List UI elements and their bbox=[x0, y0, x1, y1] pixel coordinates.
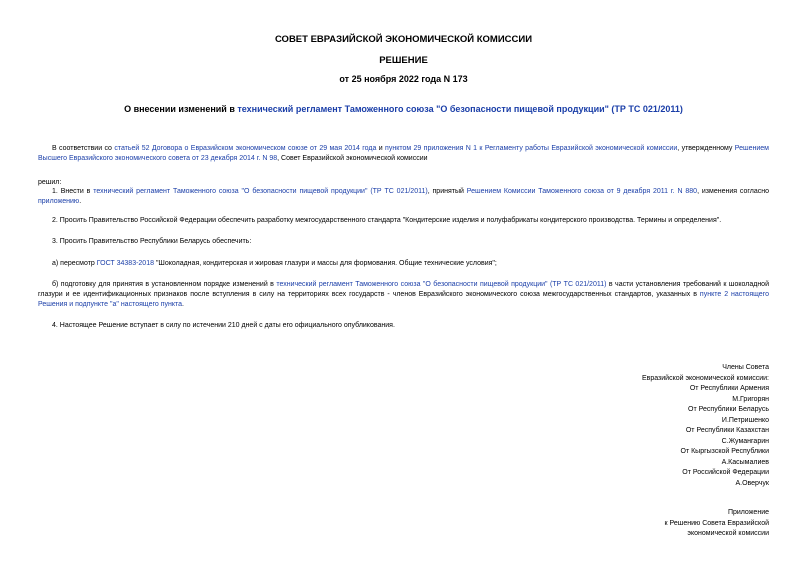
subparagraph-b bbox=[38, 280, 769, 310]
p1-text-1: 1. Внести в bbox=[52, 188, 94, 195]
appendix-line: Приложение bbox=[727, 509, 769, 516]
signature-line: От Республики Казахстан bbox=[685, 427, 769, 434]
signature-block bbox=[549, 363, 769, 489]
subparagraph-a bbox=[38, 259, 769, 269]
date-number: от 25 ноября 2022 года N 173 bbox=[339, 74, 468, 84]
title-regulation-link[interactable]: технический регламент Таможенного союза "О безопасности пищевой продукции" (ТР ТС 021/2011) bbox=[237, 104, 683, 114]
paragraph-2: 2. Просить Правительство Российской Федерации обеспечить разработку межгосударственного стандарта "Кондитерские изделия и полуфабрикаты кондитерского производства. Термины и определения". bbox=[52, 217, 722, 224]
p1-text-4: . bbox=[79, 198, 82, 205]
intro-text-2: и bbox=[376, 145, 386, 152]
p1-appendix-link[interactable]: приложению bbox=[38, 198, 80, 205]
pa-text-1: а) пересмотр bbox=[52, 260, 97, 267]
appendix-line: экономической комиссии bbox=[687, 530, 769, 537]
supreme-council-decision-link[interactable]: Решением Высшего Евразийского экономического совета от 23 декабря 2014 г. N 98 bbox=[38, 145, 769, 162]
intro-paragraph bbox=[38, 144, 769, 164]
decided-label: решил: bbox=[38, 179, 62, 186]
signature-line: От Республики Армения bbox=[689, 385, 769, 392]
regulation-clause-link[interactable]: пунктом 29 приложения N 1 к Регламенту работы Евразийской экономической комиссии bbox=[385, 145, 678, 152]
pa-text-2: "Шоколадная, кондитерская и жировая глазури и массы для формования. Общие технические условия"; bbox=[154, 260, 497, 267]
pb-clause-link[interactable]: пункте 2 настоящего Решения и подпункте "а" настоящего пункта bbox=[38, 291, 769, 308]
p1-regulation-link[interactable]: технический регламент Таможенного союза "О безопасности пищевой продукции" (ТР ТС 021/2011) bbox=[93, 188, 428, 195]
intro-text-4: , Совет Евразийской экономической комиссии bbox=[277, 155, 428, 162]
doc-type-heading: РЕШЕНИЕ bbox=[379, 55, 428, 66]
signature-line: Члены Совета bbox=[722, 364, 769, 371]
pb-regulation-link[interactable]: технический регламент Таможенного союза "О безопасности пищевой продукции" (ТР ТС 021/2011) bbox=[276, 281, 607, 288]
paragraph-3: 3. Просить Правительство Республики Беларусь обеспечить: bbox=[52, 238, 252, 245]
org-heading: СОВЕТ ЕВРАЗИЙСКОЙ ЭКОНОМИЧЕСКОЙ КОМИССИИ bbox=[274, 34, 533, 45]
pb-text-1: б) подготовку для принятия в установленном порядке изменений в bbox=[52, 281, 277, 288]
signature-line: От Российской Федерации bbox=[682, 469, 769, 476]
signature-line: А.Оверчук bbox=[735, 479, 769, 487]
appendix-block bbox=[549, 508, 769, 540]
paragraph-1 bbox=[38, 187, 769, 207]
paragraph-4: 4. Настоящее Решение вступает в силу по истечении 210 дней с даты его официального опубликования. bbox=[52, 322, 395, 329]
intro-text-3: , утвержденному bbox=[677, 145, 735, 152]
intro-text-1: В соответствии со bbox=[52, 145, 115, 152]
signature-line: И.Петришенко bbox=[721, 416, 769, 424]
signature-line: От Республики Беларусь bbox=[688, 406, 769, 413]
document-title bbox=[0, 104, 807, 114]
p1-text-2: , принятый bbox=[427, 188, 467, 195]
p1-text-3: , изменения согласно bbox=[697, 188, 770, 195]
treaty-article-link[interactable]: статьей 52 Договора о Евразийском экономическом союзе от 29 мая 2014 года bbox=[114, 145, 377, 152]
p1-commission-decision-link[interactable]: Решением Комиссии Таможенного союза от 9 декабря 2011 г. N 880 bbox=[466, 188, 698, 195]
gost-link[interactable]: ГОСТ 34383-2018 bbox=[96, 260, 154, 267]
title-prefix: О внесении изменений в bbox=[124, 104, 238, 114]
signature-line: От Кыргызской Республики bbox=[680, 448, 769, 455]
signature-line: М.Григорян bbox=[732, 395, 769, 403]
signature-line: С.Жумангарин bbox=[721, 437, 769, 445]
appendix-line: к Решению Совета Евразийской bbox=[664, 519, 769, 527]
signature-line: Евразийской экономической комиссии: bbox=[641, 374, 769, 382]
pb-text-2: в части установления требований к шоколадной глазури и ее идентификационных признаков после вступления в силу на территориях всех государств - членов Евразийского экономического союза межгосударственных стандартов, указанных в bbox=[38, 281, 769, 298]
pb-text-3: . bbox=[182, 301, 184, 308]
signature-line: А.Касымалиев bbox=[721, 458, 769, 466]
